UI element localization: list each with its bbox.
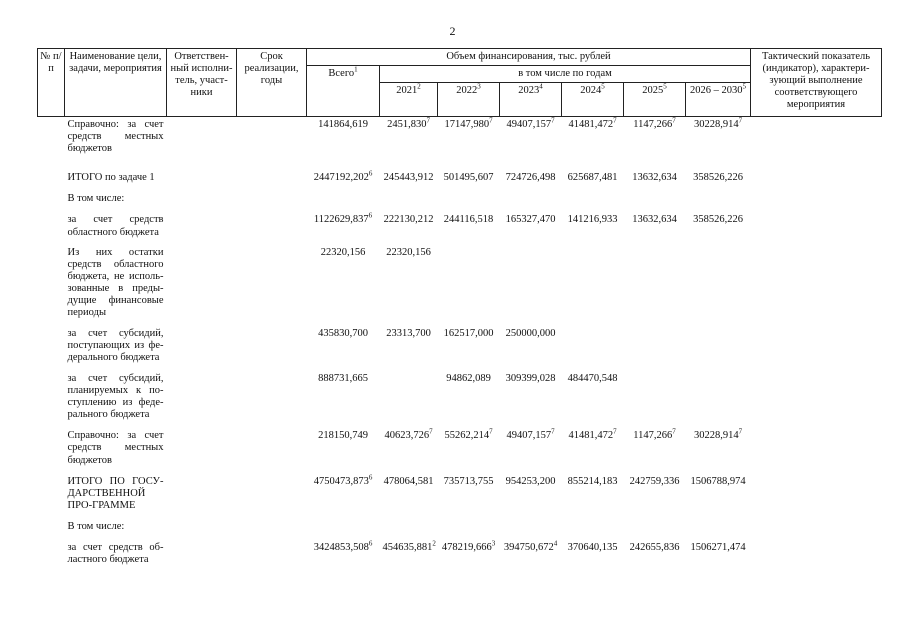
row-number-cell	[38, 155, 65, 184]
row-year-value	[438, 364, 500, 421]
row-total-value	[307, 155, 380, 184]
row-name-cell	[65, 364, 167, 421]
row-year-value	[686, 533, 751, 566]
value-text: 855214,183	[567, 475, 618, 487]
value-footnote: 6	[368, 473, 373, 482]
row-name-cell	[65, 467, 167, 512]
value-text: 22320,156	[320, 246, 366, 258]
row-name-cell	[65, 319, 167, 364]
row-year-value	[686, 117, 751, 156]
row-year-value	[562, 239, 624, 319]
row-number-cell	[38, 205, 65, 238]
value-footnote: 7	[738, 427, 743, 436]
value-text: 94862,089	[446, 373, 491, 385]
value-footnote: 6	[368, 211, 373, 220]
value-footnote: 2	[432, 539, 436, 548]
row-term-cell	[237, 421, 307, 466]
header-year	[380, 83, 438, 117]
row-responsible-cell	[167, 467, 237, 512]
table-row	[38, 319, 882, 364]
row-year-value	[624, 155, 686, 184]
row-year-value	[380, 512, 438, 533]
row-indicator-cell	[751, 155, 882, 184]
row-name-cell	[65, 155, 167, 184]
row-year-value	[562, 364, 624, 421]
value-text: 358526,226	[693, 172, 743, 184]
row-year-value	[500, 184, 562, 205]
row-term-cell	[237, 364, 307, 421]
header-year	[500, 83, 562, 117]
row-year-value	[562, 421, 624, 466]
value-text: 41481,472	[568, 119, 614, 131]
value-text: 218150,749	[318, 430, 368, 442]
row-year-value	[500, 319, 562, 364]
value-text: 250000,000	[505, 327, 556, 339]
value-text: 435830,700	[318, 327, 368, 339]
value-text: 478219,666	[441, 541, 492, 553]
value-text: 484470,548	[567, 373, 618, 385]
value-text: 30228,914	[693, 119, 739, 131]
row-year-value	[380, 205, 438, 238]
row-year-value	[438, 512, 500, 533]
table-row	[38, 512, 882, 533]
header-year-footnote: 5	[663, 82, 667, 91]
row-year-value	[686, 184, 751, 205]
value-text: 735713,755	[443, 475, 494, 487]
header-years-group: в том числе по годам	[380, 66, 751, 83]
row-name: ИТОГО ПО ГОСУ-ДАРСТВЕННОЙ ПРО-ГРАММЕ	[67, 475, 164, 511]
row-year-value	[686, 421, 751, 466]
row-indicator-cell	[751, 239, 882, 319]
row-responsible-cell	[167, 239, 237, 319]
header-year-label: 2026 – 2030	[690, 85, 743, 97]
row-name: Справочно: за счет средств местных бюджетов	[67, 430, 164, 466]
header-year-label: 2024	[580, 85, 602, 97]
row-year-value	[624, 421, 686, 466]
row-indicator-cell	[751, 533, 882, 566]
row-name: ИТОГО по задаче 1	[67, 172, 155, 184]
row-name-cell	[65, 117, 167, 156]
row-total-value	[307, 533, 380, 566]
row-indicator-cell	[751, 421, 882, 466]
header-responsible: Ответствен-ный исполни-тель, участ-ники	[167, 49, 237, 117]
row-year-value	[624, 117, 686, 156]
row-number-cell	[38, 421, 65, 466]
row-total-value	[307, 467, 380, 512]
row-number-cell	[38, 533, 65, 566]
row-year-value	[380, 364, 438, 421]
row-year-value	[438, 117, 500, 156]
value-text: 41481,472	[568, 430, 614, 442]
row-responsible-cell	[167, 364, 237, 421]
row-year-value	[380, 421, 438, 466]
row-name: В том числе:	[67, 520, 125, 532]
row-year-value	[624, 239, 686, 319]
row-total-value	[307, 205, 380, 238]
row-number-cell	[38, 364, 65, 421]
row-name: Справочно: за счет средств местных бюджетов	[67, 119, 164, 155]
header-year	[624, 83, 686, 117]
row-year-value	[624, 467, 686, 512]
row-responsible-cell	[167, 184, 237, 205]
row-year-value	[438, 319, 500, 364]
row-year-value	[380, 319, 438, 364]
header-year-footnote: 3	[477, 82, 481, 91]
row-year-value	[500, 155, 562, 184]
value-footnote: 7	[738, 116, 743, 125]
row-year-value	[686, 319, 751, 364]
value-text: 454635,881	[382, 541, 433, 553]
row-total-value	[307, 421, 380, 466]
value-text: 501495,607	[443, 172, 494, 184]
row-term-cell	[237, 205, 307, 238]
row-term-cell	[237, 155, 307, 184]
row-year-value	[500, 239, 562, 319]
value-text: 1506788,974	[690, 475, 746, 487]
table-row	[38, 364, 882, 421]
row-term-cell	[237, 512, 307, 533]
row-year-value	[562, 467, 624, 512]
value-text: 1147,266	[633, 119, 673, 131]
row-year-value	[686, 512, 751, 533]
value-text: 55262,214	[444, 430, 490, 442]
value-text: 370640,135	[567, 541, 618, 553]
value-footnote: 7	[672, 116, 676, 125]
row-responsible-cell	[167, 421, 237, 466]
row-term-cell	[237, 184, 307, 205]
row-year-value	[686, 155, 751, 184]
row-number-cell	[38, 467, 65, 512]
row-year-value	[500, 421, 562, 466]
value-text: 245443,912	[383, 172, 434, 184]
value-text: 2451,830	[387, 119, 427, 131]
value-text: 1506271,474	[690, 541, 746, 553]
value-text: 2447192,202	[313, 172, 369, 184]
row-number-cell	[38, 319, 65, 364]
value-text: 3424853,508	[313, 541, 369, 553]
value-text: 724726,498	[505, 172, 556, 184]
row-year-value	[624, 512, 686, 533]
value-text: 1147,266	[633, 430, 673, 442]
row-year-value	[380, 533, 438, 566]
row-indicator-cell	[751, 364, 882, 421]
row-year-value	[438, 421, 500, 466]
header-year-label: 2022	[456, 85, 478, 97]
table-row	[38, 421, 882, 466]
row-year-value	[562, 319, 624, 364]
row-year-value	[438, 155, 500, 184]
row-total-value	[307, 184, 380, 205]
row-total-value	[307, 117, 380, 156]
table-header	[38, 49, 882, 117]
value-text: 13632,634	[632, 214, 677, 226]
row-responsible-cell	[167, 533, 237, 566]
table-body	[38, 117, 882, 566]
row-responsible-cell	[167, 512, 237, 533]
header-term: Срок реализации, годы	[237, 49, 307, 117]
row-year-value	[500, 533, 562, 566]
row-year-value	[380, 239, 438, 319]
row-year-value	[686, 205, 751, 238]
value-footnote: 7	[426, 116, 430, 125]
value-footnote: 7	[613, 427, 617, 436]
value-text: 394750,672	[503, 541, 554, 553]
row-name-cell	[65, 421, 167, 466]
row-term-cell	[237, 319, 307, 364]
row-responsible-cell	[167, 205, 237, 238]
value-footnote: 7	[672, 427, 676, 436]
row-term-cell	[237, 467, 307, 512]
value-text: 222130,212	[383, 214, 434, 226]
value-footnote: 7	[489, 427, 493, 436]
value-footnote: 7	[489, 116, 493, 125]
row-year-value	[500, 205, 562, 238]
value-text: 242655,836	[629, 541, 680, 553]
header-total	[307, 66, 380, 117]
row-term-cell	[237, 239, 307, 319]
row-year-value	[686, 467, 751, 512]
header-total-label: Всего	[328, 68, 355, 80]
header-year	[438, 83, 500, 117]
row-indicator-cell	[751, 319, 882, 364]
value-text: 358526,226	[693, 214, 743, 226]
table-row	[38, 117, 882, 156]
header-year-footnote: 4	[539, 82, 543, 91]
row-year-value	[380, 117, 438, 156]
row-indicator-cell	[751, 117, 882, 156]
row-number-cell	[38, 512, 65, 533]
value-footnote: 3	[491, 539, 496, 548]
value-text: 40623,726	[384, 430, 430, 442]
row-indicator-cell	[751, 205, 882, 238]
table-row	[38, 155, 882, 184]
header-year	[686, 83, 751, 117]
row-total-value	[307, 512, 380, 533]
value-text: 17147,980	[444, 119, 490, 131]
row-responsible-cell	[167, 155, 237, 184]
row-name: В том числе:	[67, 193, 125, 205]
table-row	[38, 184, 882, 205]
row-year-value	[500, 467, 562, 512]
value-footnote: 7	[551, 427, 555, 436]
row-name-cell	[65, 533, 167, 566]
header-year-footnote: 5	[742, 82, 746, 91]
row-indicator-cell	[751, 467, 882, 512]
row-year-value	[438, 184, 500, 205]
value-text: 165327,470	[505, 214, 556, 226]
row-responsible-cell	[167, 117, 237, 156]
header-year-label: 2021	[396, 85, 418, 97]
value-text: 244116,518	[443, 214, 494, 226]
table-row	[38, 467, 882, 512]
value-footnote: 4	[553, 539, 558, 548]
row-name-cell	[65, 205, 167, 238]
header-indicator: Тактический показатель (индикатор), характери-зующий выполнение соответствующего мероприятия	[751, 49, 882, 117]
value-text: 23313,700	[386, 327, 431, 339]
row-year-value	[438, 467, 500, 512]
value-text: 49407,157	[506, 119, 552, 131]
row-name-cell	[65, 512, 167, 533]
value-text: 30228,914	[693, 430, 739, 442]
table-row	[38, 533, 882, 566]
row-name: за счет субсидий, поступающих из фе-дерального бюджета	[67, 327, 164, 364]
value-footnote: 6	[368, 539, 373, 548]
header-funding: Объем финансирования, тыс. рублей	[307, 49, 751, 66]
table-row	[38, 205, 882, 238]
row-name-cell	[65, 184, 167, 205]
row-year-value	[562, 184, 624, 205]
row-number-cell	[38, 239, 65, 319]
value-text: 141864,619	[318, 119, 368, 131]
row-year-value	[624, 533, 686, 566]
value-footnote: 7	[613, 116, 617, 125]
row-year-value	[562, 533, 624, 566]
row-name: Из них остатки средств областного бюджета, не исполь-зованные в преды-дущие финансовые периоды	[67, 246, 164, 318]
row-year-value	[500, 364, 562, 421]
row-year-value	[500, 117, 562, 156]
row-year-value	[438, 533, 500, 566]
row-total-value	[307, 364, 380, 421]
row-term-cell	[237, 533, 307, 566]
funding-table	[37, 48, 882, 566]
row-year-value	[624, 205, 686, 238]
row-year-value	[380, 467, 438, 512]
value-text: 954253,200	[505, 475, 556, 487]
value-text: 162517,000	[443, 327, 494, 339]
row-year-value	[562, 155, 624, 184]
value-text: 1122629,837	[313, 214, 369, 226]
value-text: 49407,157	[506, 430, 552, 442]
row-name: за счет субсидий, планируемых к по-ступлению из феде-рального бюджета	[67, 373, 164, 421]
row-year-value	[562, 117, 624, 156]
row-name-cell	[65, 239, 167, 319]
row-indicator-cell	[751, 184, 882, 205]
value-footnote: 7	[429, 427, 433, 436]
header-year-footnote: 2	[417, 82, 421, 91]
value-text: 888731,665	[318, 373, 368, 385]
row-term-cell	[237, 117, 307, 156]
value-text: 242759,336	[629, 475, 680, 487]
header-name: Наименование цели, задачи, мероприятия	[65, 49, 167, 117]
row-indicator-cell	[751, 512, 882, 533]
table-row	[38, 239, 882, 319]
header-year-label: 2023	[518, 85, 540, 97]
row-number-cell	[38, 184, 65, 205]
page-number: 2	[449, 24, 456, 38]
header-year-footnote: 5	[601, 82, 605, 91]
row-year-value	[562, 205, 624, 238]
row-name: за счет средств областного бюджета	[67, 214, 164, 238]
row-total-value	[307, 239, 380, 319]
value-text: 625687,481	[567, 172, 618, 184]
row-year-value	[624, 319, 686, 364]
row-year-value	[686, 239, 751, 319]
row-year-value	[562, 512, 624, 533]
row-year-value	[438, 205, 500, 238]
header-total-footnote: 1	[354, 65, 358, 74]
row-year-value	[438, 239, 500, 319]
row-number-cell	[38, 117, 65, 156]
value-text: 22320,156	[386, 246, 431, 258]
row-responsible-cell	[167, 319, 237, 364]
value-text: 141216,933	[567, 214, 618, 226]
row-year-value	[380, 184, 438, 205]
row-name: за счет средств об-ластного бюджета	[67, 541, 164, 565]
value-footnote: 6	[368, 169, 373, 178]
header-year-label: 2025	[642, 85, 664, 97]
row-total-value	[307, 319, 380, 364]
value-text: 478064,581	[383, 475, 434, 487]
row-year-value	[624, 364, 686, 421]
header-num: № п/п	[38, 49, 65, 117]
row-year-value	[500, 512, 562, 533]
row-year-value	[624, 184, 686, 205]
header-year	[562, 83, 624, 117]
row-year-value	[380, 155, 438, 184]
row-year-value	[686, 364, 751, 421]
value-text: 309399,028	[505, 373, 556, 385]
value-footnote: 7	[551, 116, 555, 125]
value-text: 13632,634	[632, 172, 677, 184]
value-text: 4750473,873	[313, 475, 369, 487]
